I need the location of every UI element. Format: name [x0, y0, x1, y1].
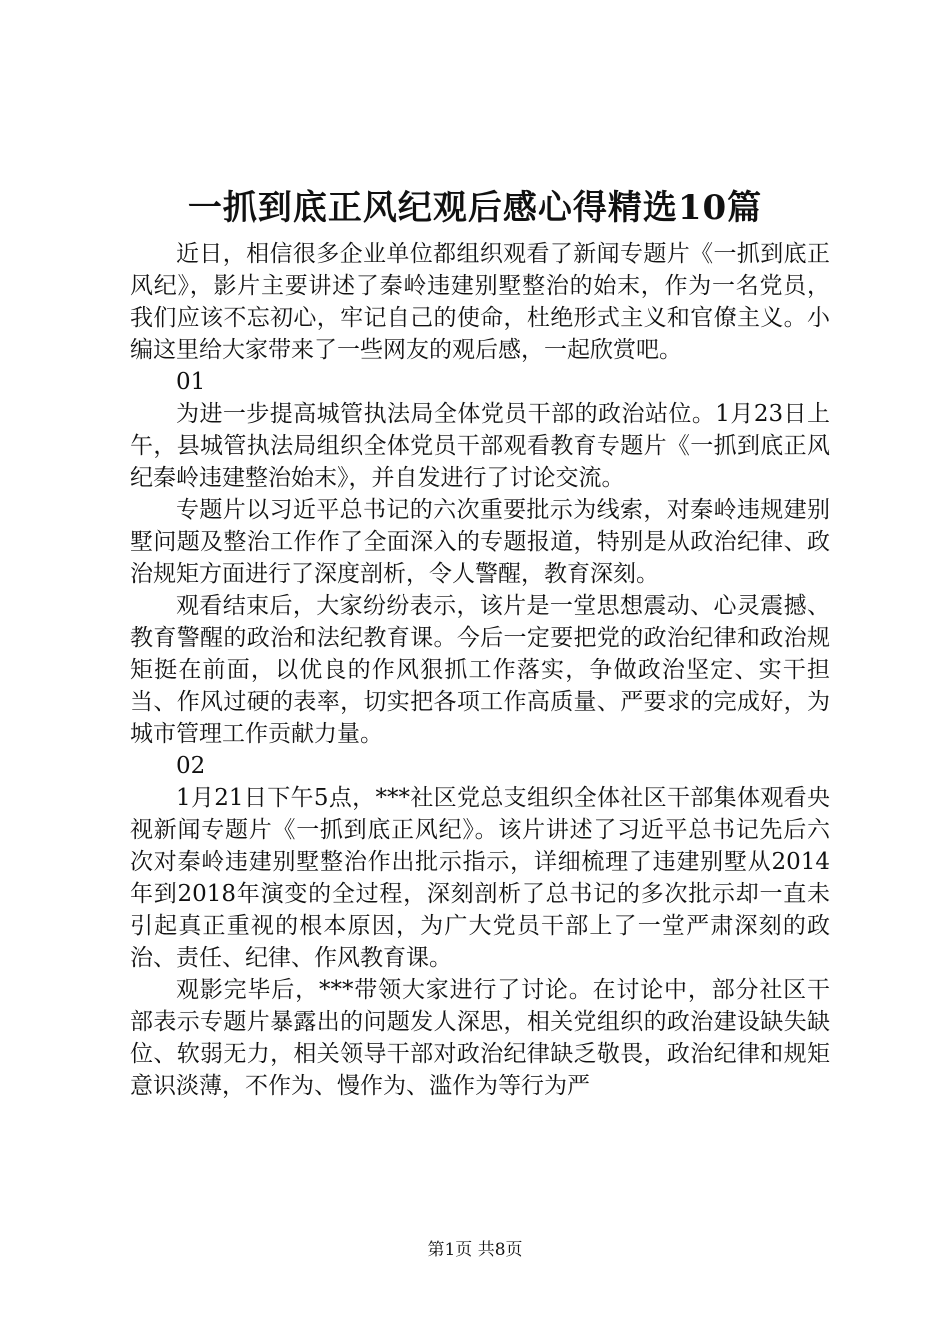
body-paragraph: 为进一步提高城管执法局全体党员干部的政治站位。1月23日上午，县城管执法局组织全体党员干部观看教育专题片《一抓到底正风纪秦岭违建整治始末》，并自发进行了讨论交流。 — [130, 401, 830, 491]
body-paragraph: 专题片以习近平总书记的六次重要批示为线索，对秦岭违规建别墅问题及整治工作作了全面深入的专题报道，特别是从政治纪律、政治规矩方面进行了深度剖析，令人警醒，教育深刻。 — [130, 497, 830, 587]
page-footer: 第1页 共8页 — [427, 1240, 523, 1260]
document-body — [130, 238, 830, 1102]
section-number: 01 — [176, 369, 206, 395]
document-title: 一抓到底正风纪观后感心得精选10篇 — [187, 188, 763, 228]
body-paragraph: 观看结束后，大家纷纷表示，该片是一堂思想震动、心灵震撼、教育警醒的政治和法纪教育课。今后一定要把党的政治纪律和政治规矩挺在前面，以优良的作风狠抓工作落实，争做政治坚定、实干担当、作风过硬的表率，切实把各项工作高质量、严要求的完成好，为城市管理工作贡献力量。 — [130, 593, 830, 747]
intro-paragraph: 近日，相信很多企业单位都组织观看了新闻专题片《一抓到底正风纪》，影片主要讲述了秦岭违建别墅整治的始末，作为一名党员，我们应该不忘初心，牢记自己的使命，杜绝形式主义和官僚主义。小编这里给大家带来了一些网友的观后感，一起欣赏吧。 — [130, 241, 830, 363]
body-paragraph: 观影完毕后，***带领大家进行了讨论。在讨论中，部分社区干部表示专题片暴露出的问题发人深思，相关党组织的政治建设缺失缺位、软弱无力，相关领导干部对政治纪律缺乏敬畏，政治纪律和规矩意识淡薄，不作为、慢作为、滥作为等行为严 — [130, 977, 830, 1099]
body-paragraph: 1月21日下午5点，***社区党总支组织全体社区干部集体观看央视新闻专题片《一抓到底正风纪》。该片讲述了习近平总书记先后六次对秦岭违建别墅整治作出批示指示，详细梳理了违建别墅从2014年到2018年演变的全过程，深刻剖析了总书记的多次批示却一直未引起真正重视的根本原因，为广大党员干部上了一堂严肃深刻的政治、责任、纪律、作风教育课。 — [130, 785, 830, 971]
section-number: 02 — [176, 753, 206, 779]
